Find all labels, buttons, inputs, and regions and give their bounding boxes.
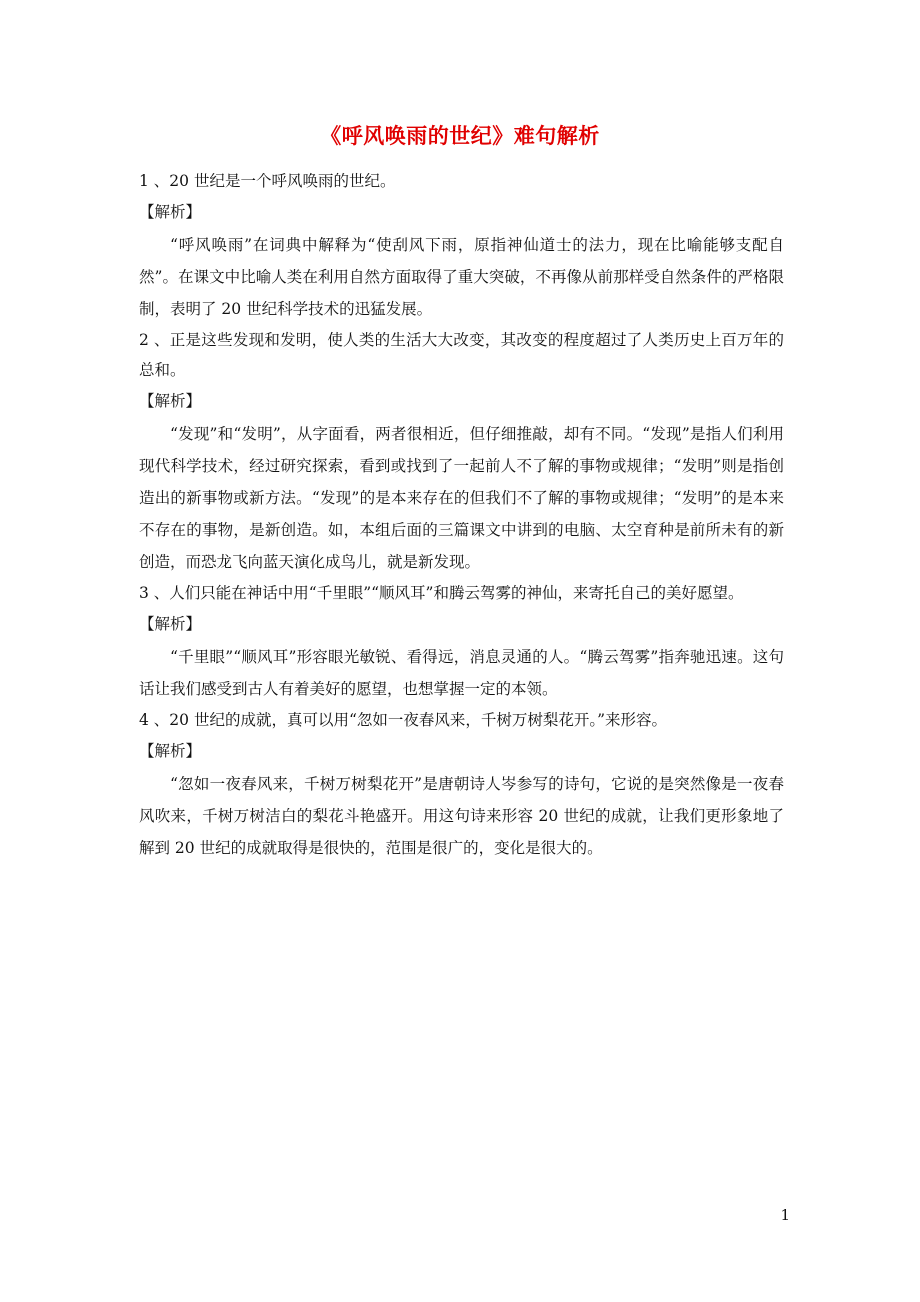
document-body: [139, 166, 784, 864]
analysis-label-1: 【解析】: [139, 203, 202, 221]
analysis-label-2: 【解析】: [139, 392, 202, 410]
analysis-2: “发现”和“发明”，从字面看，两者很相近，但仔细推敲，却有不同。“发现”是指人们利用现代科学技术，经过研究探索，看到或找到了一起前人不了解的事物或规律；“发明”则是指创造出的新事物或新方法。“发现”的是本来存在的但我们不了解的事物或规律；“发明”的是本来不存在的事物，是新创造。如，本组后面的三篇课文中讲到的电脑、太空育种是前所未有的新创造，而恐龙飞向蓝天演化成鸟儿，就是新发现。: [139, 425, 784, 571]
analysis-3: “千里眼”“顺风耳”形容眼光敏锐、看得远，消息灵通的人。“腾云驾雾”指奔驰迅速。这句话让我们感受到古人有着美好的愿望，也想掌握一定的本领。: [139, 648, 784, 698]
analysis-label-4: 【解析】: [139, 742, 202, 760]
question-4: 4 、20 世纪的成就，真可以用“忽如一夜春风来，千树万树梨花开。”来形容。: [139, 711, 668, 729]
question-2: 2 、正是这些发现和发明，使人类的生活大大改变，其改变的程度超过了人类历史上百万年的总和。: [139, 331, 784, 379]
page-number: 1: [780, 1206, 790, 1224]
question-1: 1 、20 世纪是一个呼风唤雨的世纪。: [139, 172, 396, 190]
analysis-label-3: 【解析】: [139, 615, 202, 633]
question-3: 3 、人们只能在神话中用“千里眼”“顺风耳”和腾云驾雾的神仙，来寄托自己的美好愿望。: [139, 584, 744, 602]
document-title: 《呼风唤雨的世纪》难句解析: [320, 123, 600, 148]
analysis-1: “呼风唤雨”在词典中解释为“使刮风下雨，原指神仙道士的法力，现在比喻能够支配自然”。在课文中比喻人类在利用自然方面取得了重大突破，不再像从前那样受自然条件的严格限制，表明了 20 世纪科学技术的迅猛发展。: [139, 236, 784, 318]
analysis-4: “忽如一夜春风来，千树万树梨花开”是唐朝诗人岑参写的诗句，它说的是突然像是一夜春风吹来，千树万树洁白的梨花斗艳盛开。用这句诗来形容 20 世纪的成就，让我们更形象地了解到 20 世纪的成就取得是很快的，范围是很广的，变化是很大的。: [139, 775, 784, 857]
